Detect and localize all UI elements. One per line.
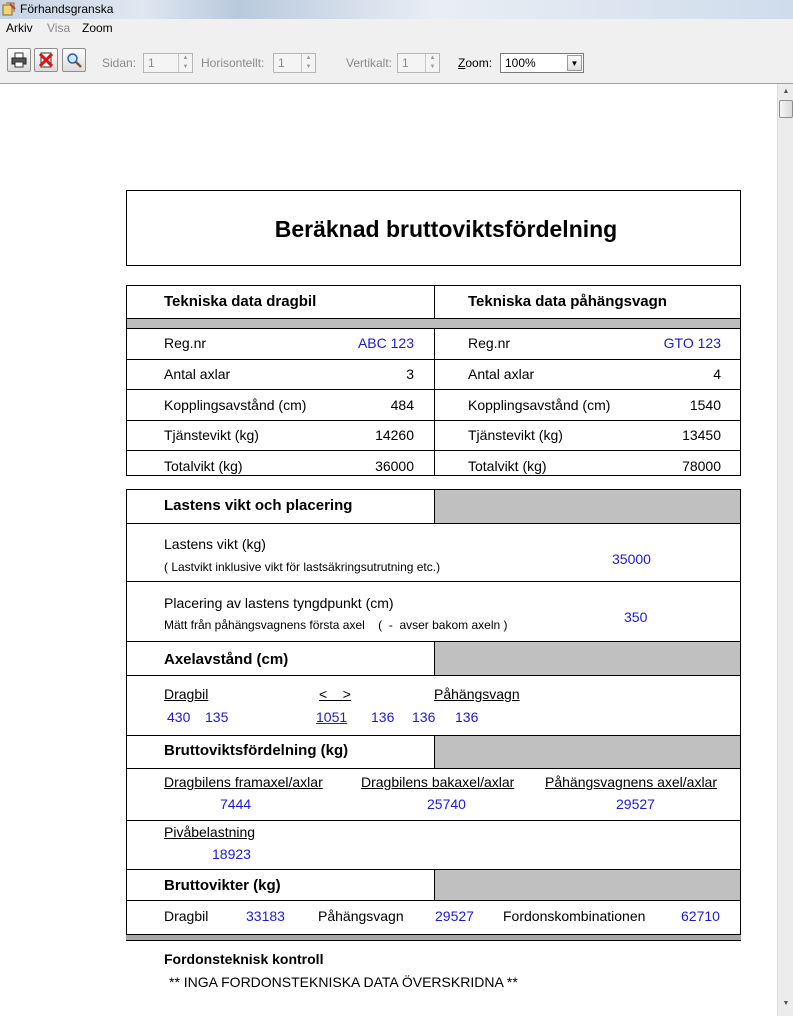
load-weight-note: ( Lastvikt inklusive vikt för lastsäkringsutrutning etc.) — [164, 560, 441, 574]
tech-right-label-1: Antal axlar — [468, 366, 535, 382]
vertikalt-label: Vertikalt: — [346, 56, 393, 70]
gross-trailer-value: 29527 — [616, 796, 655, 812]
chevron-down-icon[interactable]: ▼ — [567, 55, 582, 71]
tech-right-value-0: GTO 123 — [663, 335, 721, 351]
gross-header-grey — [435, 736, 740, 768]
sidan-spin-arrows[interactable]: ▲ ▼ — [178, 54, 192, 72]
totals-dragbil-label: Dragbil — [164, 908, 209, 924]
load-position-note: Mätt från påhängsvagnens första axel ( - avser bakom axeln ) — [164, 618, 508, 632]
scroll-thumb[interactable] — [779, 100, 793, 118]
gross-rear-value: 25740 — [427, 796, 466, 812]
axle-dragbil-value-0: 430 — [167, 709, 191, 725]
close-preview-button[interactable] — [34, 48, 58, 72]
window-title: Förhandsgranska — [20, 2, 114, 16]
gross-pivot-value: 18923 — [212, 846, 251, 862]
tech-left-label-1: Antal axlar — [164, 366, 231, 382]
axle-dragbil-label: Dragbil — [164, 686, 209, 702]
axle-coupling-value: 1051 — [316, 709, 348, 725]
gross-front-label: Dragbilens framaxel/axlar — [164, 774, 323, 790]
load-position-label: Placering av lastens tyngdpunkt (cm) — [164, 595, 394, 611]
tech-rule-2 — [126, 389, 741, 390]
tech-header-band — [127, 319, 740, 328]
load-header-grey — [435, 490, 740, 523]
tech-right-label-0: Reg.nr — [468, 335, 511, 351]
tech-right-label-3: Tjänstevikt (kg) — [468, 427, 563, 443]
gross-front-value: 7444 — [220, 796, 252, 812]
load-header-divider — [434, 489, 435, 523]
print-button[interactable] — [7, 48, 31, 72]
vertical-scrollbar[interactable] — [777, 84, 793, 1016]
scroll-up-icon[interactable]: ▲ — [782, 88, 790, 95]
totals-dragbil-value: 33183 — [246, 908, 285, 924]
tech-divider — [434, 285, 435, 476]
axle-trailer-value-2: 136 — [455, 709, 479, 725]
totals-header-grey — [435, 870, 740, 900]
vertikalt-value: 1 — [402, 56, 409, 70]
tech-right-value-2: 1540 — [689, 397, 721, 413]
horisontellt-label: Horisontellt: — [201, 56, 265, 70]
zoom-select[interactable] — [500, 53, 584, 73]
menu-zoom[interactable]: Zoom — [82, 21, 113, 35]
tech-rule-0 — [126, 328, 741, 329]
zoom-value: 100% — [505, 56, 536, 70]
totals-combo-value: 62710 — [681, 908, 720, 924]
tech-left-value-3: 14260 — [375, 427, 414, 443]
load-header: Lastens vikt och placering — [164, 497, 353, 514]
zoom-label: Zoom: — [458, 56, 493, 70]
zoom-button[interactable] — [62, 48, 86, 72]
tech-header-right: Tekniska data påhängsvagn — [468, 293, 667, 310]
tech-left-value-1: 3 — [406, 366, 414, 382]
tech-left-label-2: Kopplingsavstånd (cm) — [164, 397, 307, 413]
axle-dragbil-value-1: 135 — [205, 709, 229, 725]
tech-left-value-0: ABC 123 — [357, 335, 414, 351]
tech-rule-3 — [126, 420, 741, 421]
tech-left-value-4: 36000 — [375, 458, 414, 474]
printer-icon — [11, 52, 27, 68]
axle-header-rule — [126, 675, 741, 676]
totals-header: Bruttovikter (kg) — [164, 877, 281, 894]
load-weight-label: Lastens vikt (kg) — [164, 536, 266, 552]
axle-trailer-label: Påhängsvagn — [434, 686, 520, 702]
report-title: Beräknad bruttoviktsfördelning — [274, 216, 618, 242]
gross-mid-rule — [126, 820, 741, 821]
check-header: Fordonsteknisk kontroll — [164, 951, 324, 967]
tech-left-label-4: Totalvikt (kg) — [164, 458, 243, 474]
axle-trailer-value-1: 136 — [412, 709, 436, 725]
tech-right-label-2: Kopplingsavstånd (cm) — [468, 397, 611, 413]
bottom-band — [126, 934, 741, 941]
vertikalt-spin-arrows[interactable]: ▲ ▼ — [425, 54, 439, 72]
menu-visa[interactable]: Visa — [47, 21, 71, 35]
report-page — [0, 84, 777, 1016]
gross-rear-label: Dragbilens bakaxel/axlar — [361, 774, 515, 790]
scroll-down-icon[interactable]: ▼ — [782, 1000, 790, 1007]
axle-header: Axelavstånd (cm) — [164, 651, 289, 668]
check-message: ** INGA FORDONSTEKNISKA DATA ÖVERSKRIDNA ** — [169, 974, 518, 990]
menu-arkiv[interactable]: Arkiv — [6, 21, 33, 35]
axle-arrows-label: < > — [319, 686, 351, 702]
tech-left-label-3: Tjänstevikt (kg) — [164, 427, 259, 443]
horisontellt-spinner[interactable] — [273, 53, 316, 73]
horisontellt-spin-arrows[interactable]: ▲ ▼ — [301, 54, 315, 72]
tech-left-value-2: 484 — [390, 397, 414, 413]
tech-left-label-0: Reg.nr — [164, 335, 207, 351]
load-position-value: 350 — [624, 609, 648, 625]
tech-right-value-1: 4 — [713, 366, 721, 382]
load-mid-rule — [126, 581, 741, 582]
tech-rule-1 — [126, 359, 741, 360]
totals-trailer-value: 29527 — [435, 908, 474, 924]
sidan-value: 1 — [148, 56, 155, 70]
tech-rule-4 — [126, 450, 741, 451]
menu-bar — [0, 19, 793, 38]
tech-header-left: Tekniska data dragbil — [164, 293, 317, 310]
toolbar — [0, 38, 793, 84]
axle-header-grey — [435, 642, 740, 675]
totals-header-divider — [434, 869, 435, 900]
totals-trailer-label: Påhängsvagn — [318, 908, 404, 924]
gross-header-divider — [434, 735, 435, 768]
totals-combo-label: Fordonskombinationen — [503, 908, 646, 924]
load-header-rule — [126, 523, 741, 524]
tech-right-value-3: 13450 — [682, 427, 721, 443]
gross-header-rule — [126, 768, 741, 769]
gross-pivot-label: Pivåbelastning — [164, 824, 256, 840]
load-weight-value: 35000 — [612, 551, 651, 567]
magnifier-icon — [66, 52, 82, 68]
window-titlebar — [0, 0, 793, 19]
tech-right-value-4: 78000 — [682, 458, 721, 474]
horisontellt-value: 1 — [278, 56, 285, 70]
sidan-spinner[interactable] — [143, 53, 193, 73]
tech-right-label-4: Totalvikt (kg) — [468, 458, 547, 474]
gross-trailer-label: Påhängsvagnens axel/axlar — [545, 774, 718, 790]
vertikalt-spinner[interactable] — [397, 53, 440, 73]
totals-header-rule — [126, 900, 741, 901]
gross-header: Bruttoviktsfördelning (kg) — [164, 742, 349, 759]
sidan-label: Sidan: — [102, 56, 137, 70]
preview-app-icon — [2, 2, 16, 16]
axle-header-divider — [434, 641, 435, 675]
axle-trailer-value-0: 136 — [371, 709, 395, 725]
close-document-icon — [38, 52, 54, 68]
